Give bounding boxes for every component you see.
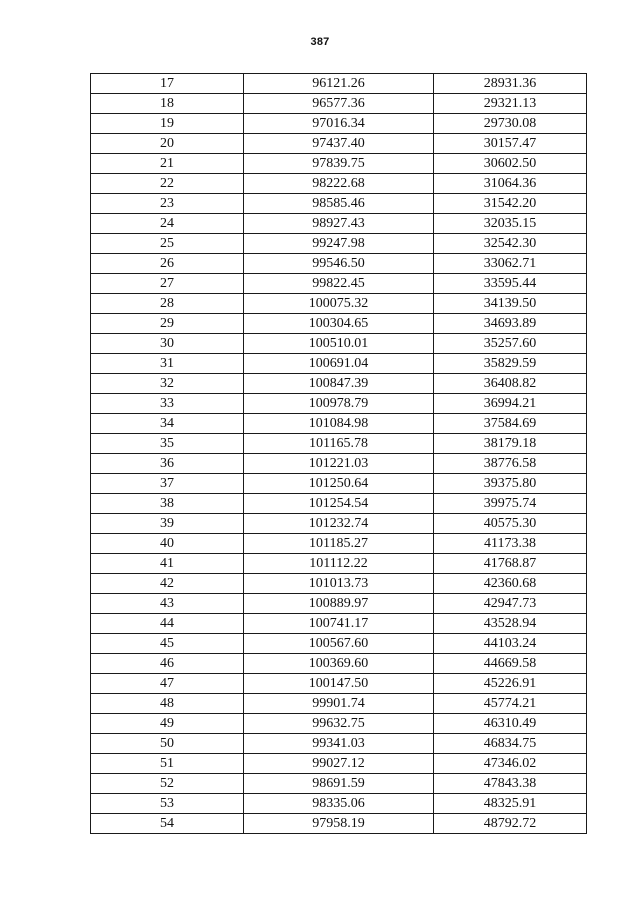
row-index-cell: 38	[91, 494, 244, 514]
value-a-cell: 100075.32	[244, 294, 434, 314]
table-row	[91, 794, 587, 814]
value-b-cell: 34693.89	[434, 314, 587, 334]
value-b-cell: 47843.38	[434, 774, 587, 794]
table-row	[91, 374, 587, 394]
row-index-cell: 35	[91, 434, 244, 454]
value-a-cell: 101254.54	[244, 494, 434, 514]
table-row	[91, 594, 587, 614]
table-row	[91, 634, 587, 654]
table-row	[91, 494, 587, 514]
row-index-cell: 49	[91, 714, 244, 734]
value-a-cell: 98691.59	[244, 774, 434, 794]
value-a-cell: 96577.36	[244, 94, 434, 114]
table-row	[91, 334, 587, 354]
value-a-cell: 100369.60	[244, 654, 434, 674]
value-a-cell: 97958.19	[244, 814, 434, 834]
row-index-cell: 40	[91, 534, 244, 554]
table-row	[91, 714, 587, 734]
value-b-cell: 42947.73	[434, 594, 587, 614]
table-row	[91, 114, 587, 134]
row-index-cell: 39	[91, 514, 244, 534]
value-b-cell: 32035.15	[434, 214, 587, 234]
value-a-cell: 101185.27	[244, 534, 434, 554]
value-a-cell: 99546.50	[244, 254, 434, 274]
value-a-cell: 100691.04	[244, 354, 434, 374]
value-b-cell: 30157.47	[434, 134, 587, 154]
row-index-cell: 32	[91, 374, 244, 394]
coordinate-table	[90, 73, 587, 834]
table-row	[91, 254, 587, 274]
table-row	[91, 154, 587, 174]
row-index-cell: 22	[91, 174, 244, 194]
value-b-cell: 28931.36	[434, 74, 587, 94]
value-a-cell: 100847.39	[244, 374, 434, 394]
value-a-cell: 100147.50	[244, 674, 434, 694]
value-b-cell: 37584.69	[434, 414, 587, 434]
row-index-cell: 19	[91, 114, 244, 134]
value-b-cell: 44669.58	[434, 654, 587, 674]
table-row	[91, 294, 587, 314]
value-b-cell: 35257.60	[434, 334, 587, 354]
row-index-cell: 34	[91, 414, 244, 434]
table-row	[91, 414, 587, 434]
row-index-cell: 20	[91, 134, 244, 154]
value-a-cell: 99632.75	[244, 714, 434, 734]
row-index-cell: 18	[91, 94, 244, 114]
value-b-cell: 46834.75	[434, 734, 587, 754]
table-row	[91, 694, 587, 714]
table-row	[91, 574, 587, 594]
row-index-cell: 52	[91, 774, 244, 794]
value-b-cell: 33595.44	[434, 274, 587, 294]
row-index-cell: 48	[91, 694, 244, 714]
table-row	[91, 94, 587, 114]
value-b-cell: 41173.38	[434, 534, 587, 554]
value-a-cell: 101250.64	[244, 474, 434, 494]
value-b-cell: 29730.08	[434, 114, 587, 134]
value-a-cell: 101165.78	[244, 434, 434, 454]
row-index-cell: 33	[91, 394, 244, 414]
row-index-cell: 51	[91, 754, 244, 774]
value-a-cell: 97016.34	[244, 114, 434, 134]
value-a-cell: 97437.40	[244, 134, 434, 154]
row-index-cell: 42	[91, 574, 244, 594]
value-b-cell: 35829.59	[434, 354, 587, 374]
table-row	[91, 214, 587, 234]
value-b-cell: 39975.74	[434, 494, 587, 514]
table-row	[91, 774, 587, 794]
value-b-cell: 45774.21	[434, 694, 587, 714]
value-a-cell: 99341.03	[244, 734, 434, 754]
table-row	[91, 514, 587, 534]
value-a-cell: 96121.26	[244, 74, 434, 94]
table-row	[91, 674, 587, 694]
row-index-cell: 30	[91, 334, 244, 354]
value-b-cell: 38776.58	[434, 454, 587, 474]
value-b-cell: 34139.50	[434, 294, 587, 314]
table-row	[91, 554, 587, 574]
row-index-cell: 25	[91, 234, 244, 254]
value-b-cell: 29321.13	[434, 94, 587, 114]
table-row	[91, 734, 587, 754]
table-row	[91, 454, 587, 474]
row-index-cell: 45	[91, 634, 244, 654]
value-b-cell: 39375.80	[434, 474, 587, 494]
value-b-cell: 31542.20	[434, 194, 587, 214]
table-row	[91, 134, 587, 154]
row-index-cell: 27	[91, 274, 244, 294]
row-index-cell: 17	[91, 74, 244, 94]
table-row	[91, 194, 587, 214]
table-row	[91, 234, 587, 254]
value-b-cell: 46310.49	[434, 714, 587, 734]
row-index-cell: 54	[91, 814, 244, 834]
row-index-cell: 24	[91, 214, 244, 234]
table-row	[91, 434, 587, 454]
value-a-cell: 101013.73	[244, 574, 434, 594]
row-index-cell: 43	[91, 594, 244, 614]
table-row	[91, 754, 587, 774]
table-row	[91, 814, 587, 834]
value-a-cell: 100567.60	[244, 634, 434, 654]
table-row	[91, 614, 587, 634]
value-b-cell: 36408.82	[434, 374, 587, 394]
row-index-cell: 53	[91, 794, 244, 814]
value-a-cell: 101112.22	[244, 554, 434, 574]
value-a-cell: 99247.98	[244, 234, 434, 254]
row-index-cell: 31	[91, 354, 244, 374]
value-a-cell: 101084.98	[244, 414, 434, 434]
table-body	[91, 74, 587, 834]
value-b-cell: 42360.68	[434, 574, 587, 594]
row-index-cell: 36	[91, 454, 244, 474]
row-index-cell: 26	[91, 254, 244, 274]
value-a-cell: 100510.01	[244, 334, 434, 354]
value-a-cell: 101221.03	[244, 454, 434, 474]
row-index-cell: 37	[91, 474, 244, 494]
value-b-cell: 36994.21	[434, 394, 587, 414]
value-b-cell: 31064.36	[434, 174, 587, 194]
value-a-cell: 98222.68	[244, 174, 434, 194]
table-row	[91, 474, 587, 494]
value-a-cell: 99822.45	[244, 274, 434, 294]
value-a-cell: 100741.17	[244, 614, 434, 634]
value-b-cell: 48325.91	[434, 794, 587, 814]
value-b-cell: 32542.30	[434, 234, 587, 254]
value-b-cell: 48792.72	[434, 814, 587, 834]
table-row	[91, 534, 587, 554]
row-index-cell: 47	[91, 674, 244, 694]
row-index-cell: 44	[91, 614, 244, 634]
table-row	[91, 394, 587, 414]
value-b-cell: 30602.50	[434, 154, 587, 174]
value-a-cell: 101232.74	[244, 514, 434, 534]
page-number: 387	[310, 36, 330, 48]
value-b-cell: 44103.24	[434, 634, 587, 654]
value-b-cell: 43528.94	[434, 614, 587, 634]
value-a-cell: 97839.75	[244, 154, 434, 174]
value-a-cell: 99901.74	[244, 694, 434, 714]
value-a-cell: 100304.65	[244, 314, 434, 334]
value-a-cell: 100978.79	[244, 394, 434, 414]
row-index-cell: 29	[91, 314, 244, 334]
row-index-cell: 46	[91, 654, 244, 674]
table-row	[91, 174, 587, 194]
table-row	[91, 274, 587, 294]
table-row	[91, 74, 587, 94]
value-a-cell: 98585.46	[244, 194, 434, 214]
value-a-cell: 99027.12	[244, 754, 434, 774]
row-index-cell: 28	[91, 294, 244, 314]
row-index-cell: 50	[91, 734, 244, 754]
value-b-cell: 41768.87	[434, 554, 587, 574]
row-index-cell: 23	[91, 194, 244, 214]
value-b-cell: 47346.02	[434, 754, 587, 774]
value-a-cell: 98927.43	[244, 214, 434, 234]
value-b-cell: 38179.18	[434, 434, 587, 454]
row-index-cell: 21	[91, 154, 244, 174]
table-row	[91, 354, 587, 374]
value-b-cell: 33062.71	[434, 254, 587, 274]
value-b-cell: 40575.30	[434, 514, 587, 534]
table-row	[91, 314, 587, 334]
table-row	[91, 654, 587, 674]
value-a-cell: 98335.06	[244, 794, 434, 814]
value-a-cell: 100889.97	[244, 594, 434, 614]
row-index-cell: 41	[91, 554, 244, 574]
value-b-cell: 45226.91	[434, 674, 587, 694]
